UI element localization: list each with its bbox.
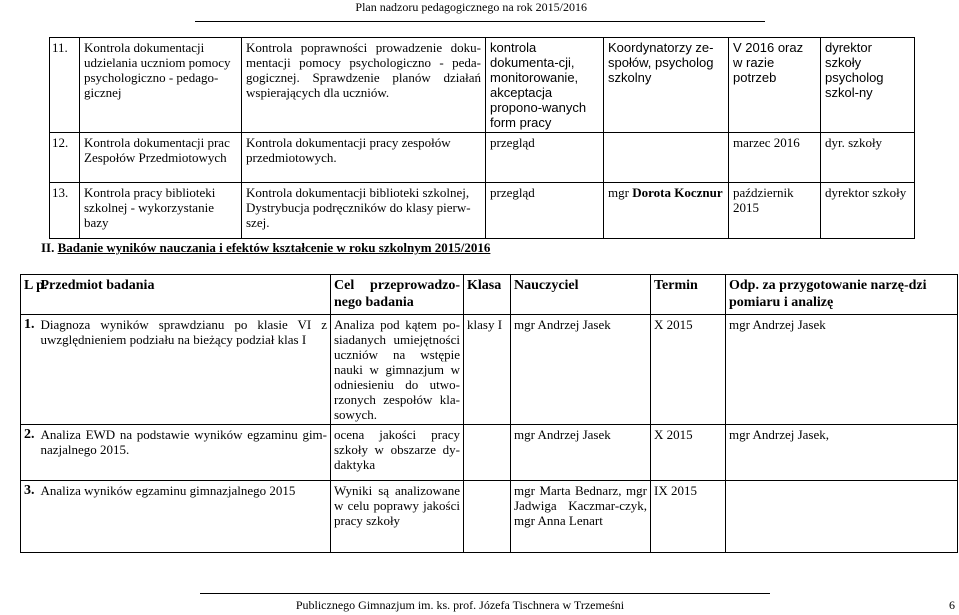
row-number: 12. bbox=[50, 133, 80, 183]
control-responsible: dyr. szkoły bbox=[821, 133, 915, 183]
footer-rule bbox=[200, 593, 770, 594]
control-subject: Kontrola pracy biblioteki szkolnej - wykorzystanie bazy bbox=[80, 183, 242, 239]
assessment-table bbox=[20, 274, 958, 553]
participant-name: Dorota Kocznur bbox=[632, 185, 723, 200]
table-row bbox=[21, 425, 958, 481]
header-term: Termin bbox=[651, 275, 726, 315]
row-number: 13. bbox=[50, 183, 80, 239]
row-number: 11. bbox=[50, 38, 80, 133]
table-row bbox=[21, 481, 958, 553]
control-responsible: dyrektor szkoły bbox=[821, 183, 915, 239]
table-row bbox=[50, 38, 915, 133]
control-responsible: dyrektor szkoły psycholog szkol-ny bbox=[821, 38, 915, 133]
participant-prefix: mgr bbox=[608, 185, 629, 200]
assessment-goal: ocena jakości pracy szkoły w obszarze dy-daktyka bbox=[331, 425, 464, 481]
row-number: 2. bbox=[21, 425, 38, 481]
header-teacher: Nauczyciel bbox=[511, 275, 651, 315]
assessment-goal: Wyniki są analizowane w celu poprawy jakości pracy szkoły bbox=[331, 481, 464, 553]
assessment-subject: Diagnoza wyników sprawdzianu po klasie VI z uwzględnieniem podziału na bieżący podział klas I bbox=[38, 315, 331, 425]
section-number: II. bbox=[41, 240, 55, 255]
control-participants bbox=[604, 183, 729, 239]
assessment-teacher: mgr Marta Bednarz, mgr Jadwiga Kaczmar-czyk, mgr Anna Lenart bbox=[511, 481, 651, 553]
page-number: 6 bbox=[949, 598, 955, 612]
control-table bbox=[49, 37, 915, 239]
row-number: 3. bbox=[21, 481, 38, 553]
table-row bbox=[50, 133, 915, 183]
header-rule bbox=[195, 21, 765, 22]
assessment-term: IX 2015 bbox=[651, 481, 726, 553]
header-lp: L p. bbox=[21, 275, 38, 315]
page-header-title: Plan nadzoru pedagogicznego na rok 2015/2016 bbox=[355, 0, 587, 14]
assessment-class: klasy I bbox=[464, 315, 511, 425]
table-row bbox=[50, 183, 915, 239]
page-footer: Publicznego Gimnazjum im. ks. prof. Józefa Tischnera w Trzemeśni bbox=[295, 598, 625, 612]
assessment-goal: Analiza pod kątem po-siadanych umiejętności uczniów na wstępie nauki w gimnazjum w odniesieniu do utwo-rzonych zespołów kla-sowych. bbox=[331, 315, 464, 425]
assessment-term: X 2015 bbox=[651, 425, 726, 481]
assessment-responsible bbox=[726, 481, 958, 553]
control-subject: Kontrola dokumentacji prac Zespołów Przedmiotowych bbox=[80, 133, 242, 183]
control-participants bbox=[604, 133, 729, 183]
assessment-responsible: mgr Andrzej Jasek, bbox=[726, 425, 958, 481]
assessment-term: X 2015 bbox=[651, 315, 726, 425]
header-class: Klasa bbox=[464, 275, 511, 315]
table-header-row bbox=[21, 275, 958, 315]
control-description: Kontrola dokumentacji biblioteki szkolnej, Dystrybucja podręczników do klasy pierw-szej. bbox=[242, 183, 486, 239]
control-method: przegląd bbox=[486, 183, 604, 239]
header-goal: Cel przeprowadzo-nego badania bbox=[331, 275, 464, 315]
assessment-class bbox=[464, 481, 511, 553]
assessment-subject: Analiza EWD na podstawie wyników egzaminu gim-nazjalnego 2015. bbox=[38, 425, 331, 481]
control-term: marzec 2016 bbox=[729, 133, 821, 183]
assessment-teacher: mgr Andrzej Jasek bbox=[511, 315, 651, 425]
section-heading bbox=[41, 240, 490, 255]
assessment-subject: Analiza wyników egzaminu gimnazjalnego 2015 bbox=[38, 481, 331, 553]
control-subject: Kontrola dokumentacji udzielania uczniom pomocy psychologiczno - pedago-gicznej bbox=[80, 38, 242, 133]
section-title: Badanie wyników nauczania i efektów kształcenie w roku szkolnym 2015/2016 bbox=[57, 240, 491, 255]
assessment-responsible: mgr Andrzej Jasek bbox=[726, 315, 958, 425]
assessment-class bbox=[464, 425, 511, 481]
control-method: przegląd bbox=[486, 133, 604, 183]
control-method: kontrola dokumenta-cji, monitorowanie, akceptacja propono-wanych form pracy bbox=[486, 38, 604, 133]
header-subject: Przedmiot badania bbox=[38, 275, 331, 315]
assessment-teacher: mgr Andrzej Jasek bbox=[511, 425, 651, 481]
control-participants: Koordynatorzy ze-społów, psycholog szkolny bbox=[604, 38, 729, 133]
table-row bbox=[21, 315, 958, 425]
header-responsible: Odp. za przygotowanie narzę-dzi pomiaru i analizę bbox=[726, 275, 958, 315]
row-number: 1. bbox=[21, 315, 38, 425]
control-description: Kontrola poprawności prowadzenie doku-mentacji pomocy psychologiczno - peda-gogicznej. Sprawdzenie planów działań wspierających dla uczniów. bbox=[242, 38, 486, 133]
control-term: październik 2015 bbox=[729, 183, 821, 239]
control-description: Kontrola dokumentacji pracy zespołów przedmiotowych. bbox=[242, 133, 486, 183]
control-term: V 2016 oraz w razie potrzeb bbox=[729, 38, 821, 133]
